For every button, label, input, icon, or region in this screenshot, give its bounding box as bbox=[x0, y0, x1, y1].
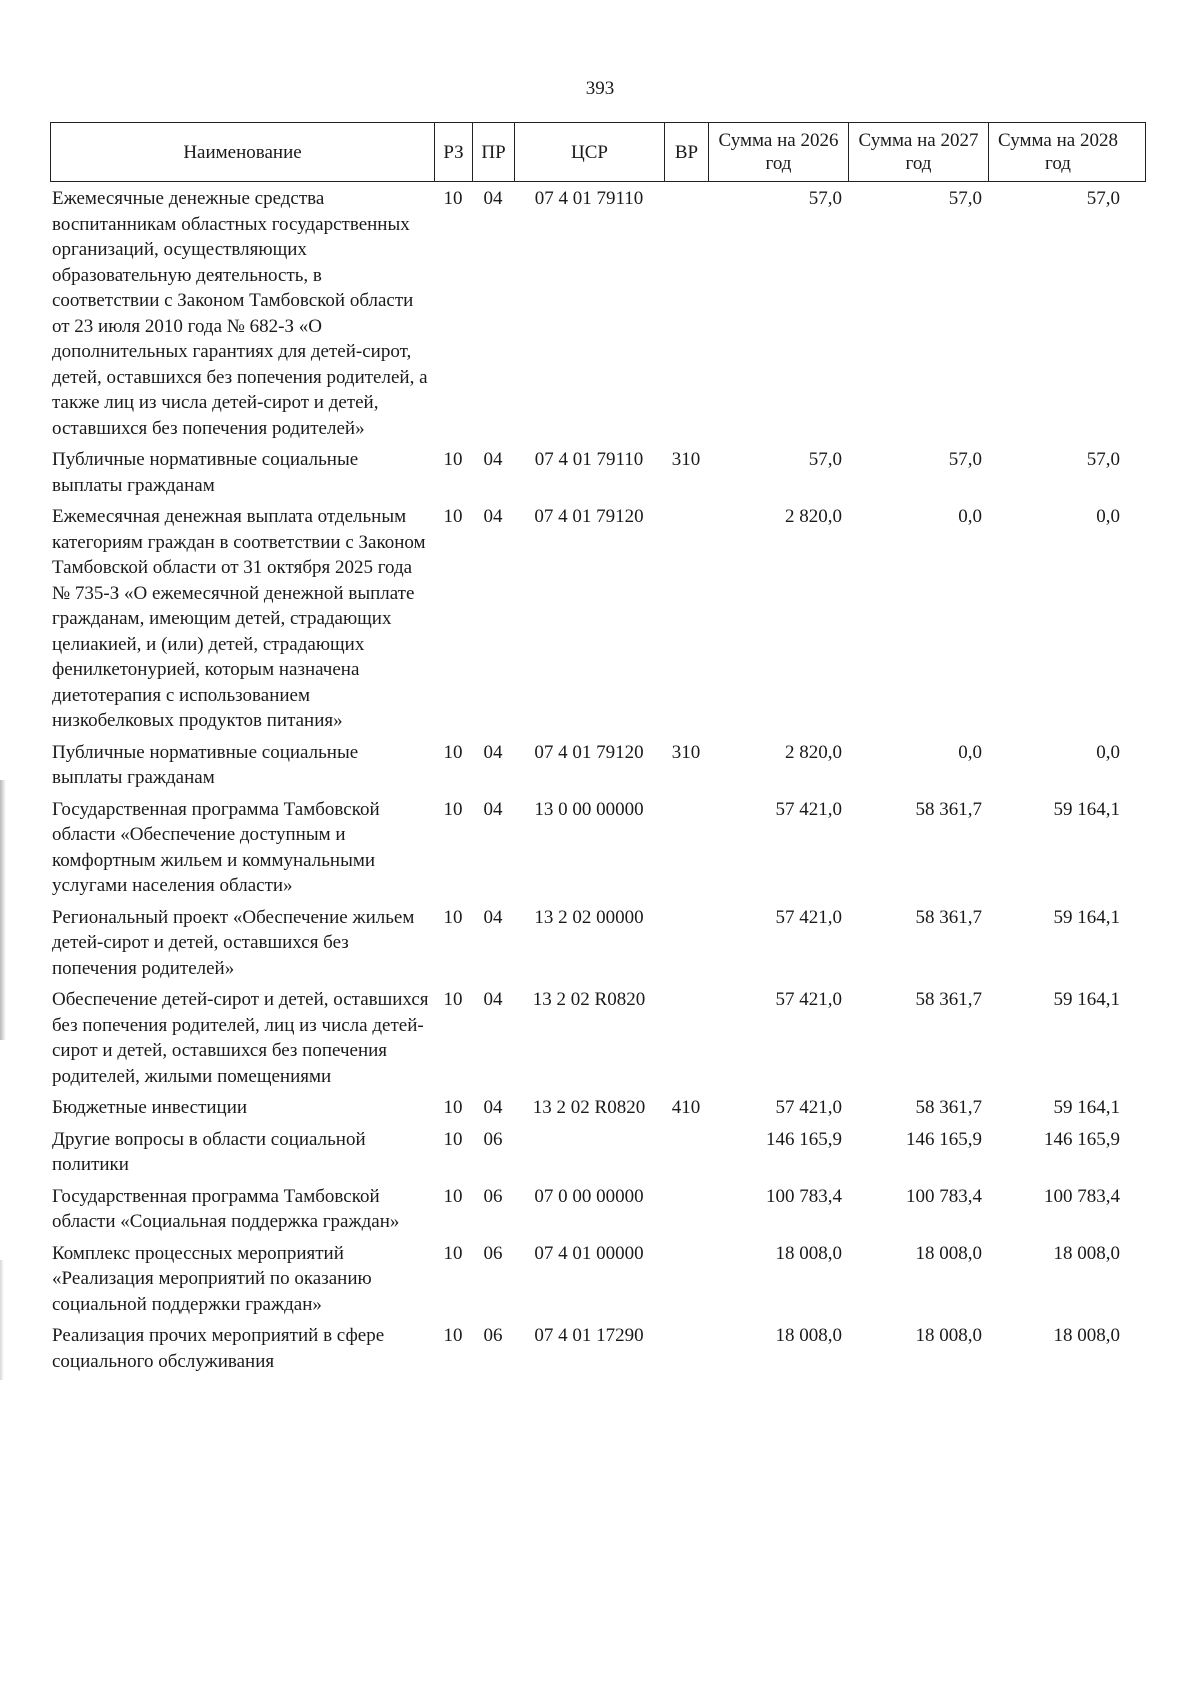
cell-csr: 07 4 01 79120 bbox=[534, 741, 644, 763]
cell-sum-2028: 100 783,4 bbox=[1044, 1185, 1120, 1207]
page-number: 393 bbox=[585, 78, 615, 99]
cell-rz: 10 bbox=[443, 1325, 463, 1346]
cell-sum-2028: 57,0 bbox=[1086, 188, 1120, 209]
cell-csr: 13 2 02 R0820 bbox=[532, 1097, 646, 1118]
budget-table bbox=[50, 122, 1146, 1374]
cell-rz: 10 bbox=[443, 1097, 463, 1118]
cell-name: Ежемесячные денежные средства воспитанникам областных государственных организаций, осуществляющих образовательную деятельность, в соответствии с Законом Тамбовской области от 23 июля 2010 года № 682-З «О дополнительных гарантиях для детей-сирот, детей, оставшихся без попечения родителей, а также лиц из числа детей-сирот и детей, оставшихся без попечения родителей» bbox=[52, 188, 428, 439]
cell-sum-2028: 146 165,9 bbox=[1044, 1128, 1120, 1150]
cell-sum-2026: 57 421,0 bbox=[775, 798, 842, 820]
cell-rz: 10 bbox=[443, 1185, 463, 1207]
header-name: Наименование bbox=[51, 123, 435, 181]
cell-pr: 04 bbox=[483, 449, 503, 470]
table-row bbox=[50, 740, 1146, 791]
cell-sum-2027: 58 361,7 bbox=[915, 906, 982, 928]
cell-sum-2026: 57,0 bbox=[808, 449, 842, 470]
cell-vr: 310 bbox=[671, 741, 701, 763]
cell-pr: 06 bbox=[483, 1242, 503, 1264]
cell-vr bbox=[664, 504, 708, 734]
cell-csr: 07 4 01 17290 bbox=[534, 1325, 644, 1346]
cell-vr bbox=[664, 797, 708, 899]
cell-sum-2027: 57,0 bbox=[948, 449, 982, 470]
cell-sum-2028: 59 164,1 bbox=[1053, 1097, 1120, 1118]
cell-csr bbox=[514, 1127, 664, 1178]
cell-sum-2026: 57,0 bbox=[808, 188, 842, 209]
cell-rz: 10 bbox=[443, 1242, 463, 1264]
table-row bbox=[50, 797, 1146, 899]
cell-pr: 04 bbox=[483, 798, 503, 820]
cell-name: Ежемесячная денежная выплата отдельным категориям граждан в соответствии с Законом Тамбовской области от 31 октября 2025 года № 735-З «О ежемесячной денежной выплате гражданам, имеющим детей, страдающих целиакией, и (или) детей, страдающих фенилкетонурией, которым назначена диетотерапия с использованием низкобелковых продуктов питания» bbox=[52, 506, 426, 731]
cell-sum-2026: 18 008,0 bbox=[775, 1242, 842, 1264]
table-row bbox=[50, 504, 1146, 734]
header-sum-2027: Сумма на 2027 год bbox=[849, 123, 989, 181]
scan-edge-shadow bbox=[0, 1260, 4, 1380]
header-sum-2026: Сумма на 2026 год bbox=[709, 123, 849, 181]
cell-csr: 07 4 01 79120 bbox=[534, 506, 644, 527]
cell-rz: 10 bbox=[443, 188, 463, 209]
cell-pr: 06 bbox=[483, 1128, 503, 1150]
cell-sum-2028: 0,0 bbox=[1096, 741, 1120, 763]
cell-csr: 13 2 02 00000 bbox=[534, 906, 644, 928]
cell-sum-2026: 100 783,4 bbox=[766, 1185, 842, 1207]
cell-sum-2027: 100 783,4 bbox=[906, 1185, 982, 1207]
cell-sum-2028: 59 164,1 bbox=[1053, 906, 1120, 928]
cell-sum-2027: 58 361,7 bbox=[915, 798, 982, 820]
cell-sum-2027: 146 165,9 bbox=[906, 1128, 982, 1150]
cell-sum-2026: 2 820,0 bbox=[785, 741, 842, 763]
cell-sum-2027: 0,0 bbox=[958, 741, 982, 763]
cell-csr: 07 4 01 79110 bbox=[534, 449, 644, 470]
cell-rz: 10 bbox=[443, 989, 463, 1010]
cell-vr bbox=[664, 1241, 708, 1318]
table-row bbox=[50, 987, 1146, 1089]
cell-pr: 06 bbox=[483, 1325, 503, 1346]
cell-sum-2026: 57 421,0 bbox=[775, 989, 842, 1010]
header-pr: ПР bbox=[473, 123, 515, 181]
cell-sum-2027: 18 008,0 bbox=[915, 1325, 982, 1346]
cell-name: Бюджетные инвестиции bbox=[52, 1097, 248, 1118]
cell-vr bbox=[664, 1323, 708, 1374]
cell-pr: 04 bbox=[483, 188, 503, 209]
cell-csr: 13 2 02 R0820 bbox=[532, 989, 646, 1010]
cell-rz: 10 bbox=[443, 741, 463, 763]
scan-edge-shadow bbox=[0, 780, 6, 1040]
cell-vr bbox=[664, 987, 708, 1089]
table-row bbox=[50, 447, 1146, 498]
cell-sum-2027: 0,0 bbox=[958, 506, 982, 527]
cell-sum-2027: 58 361,7 bbox=[915, 1097, 982, 1118]
cell-vr: 310 bbox=[671, 449, 701, 470]
cell-sum-2027: 58 361,7 bbox=[915, 989, 982, 1010]
table-header bbox=[50, 122, 1146, 182]
cell-sum-2028: 0,0 bbox=[1096, 506, 1120, 527]
cell-sum-2028: 57,0 bbox=[1086, 449, 1120, 470]
table-row bbox=[50, 1323, 1146, 1374]
cell-vr bbox=[664, 1127, 708, 1178]
cell-sum-2027: 57,0 bbox=[948, 188, 982, 209]
cell-vr bbox=[664, 1184, 708, 1235]
cell-sum-2026: 57 421,0 bbox=[775, 906, 842, 928]
cell-sum-2028: 18 008,0 bbox=[1053, 1242, 1120, 1264]
table-row bbox=[50, 1095, 1146, 1121]
header-sum-2028: Сумма на 2028 год bbox=[998, 130, 1118, 174]
cell-rz: 10 bbox=[443, 449, 463, 470]
table-row bbox=[50, 1127, 1146, 1178]
header-csr: ЦСР bbox=[515, 123, 665, 181]
cell-csr: 07 0 00 00000 bbox=[534, 1185, 644, 1207]
cell-sum-2026: 18 008,0 bbox=[775, 1325, 842, 1346]
cell-csr: 07 4 01 79110 bbox=[534, 188, 644, 209]
cell-csr: 13 0 00 00000 bbox=[534, 798, 644, 820]
cell-pr: 04 bbox=[483, 741, 503, 763]
cell-name: Другие вопросы в области социальной политики bbox=[52, 1128, 366, 1175]
cell-sum-2026: 146 165,9 bbox=[766, 1128, 842, 1150]
cell-sum-2026: 2 820,0 bbox=[785, 506, 842, 527]
header-rz: РЗ bbox=[435, 123, 473, 181]
cell-csr: 07 4 01 00000 bbox=[534, 1242, 644, 1264]
cell-sum-2028: 18 008,0 bbox=[1053, 1325, 1120, 1346]
cell-rz: 10 bbox=[443, 906, 463, 928]
cell-name: Государственная программа Тамбовской области «Социальная поддержка граждан» bbox=[52, 1185, 400, 1232]
cell-name: Обеспечение детей-сирот и детей, оставшихся без попечения родителей, лиц из числа детей-сирот и детей, оставшихся без попечения родителей, жилыми помещениями bbox=[52, 989, 429, 1087]
cell-pr: 06 bbox=[483, 1185, 503, 1207]
cell-pr: 04 bbox=[483, 989, 503, 1010]
cell-sum-2026: 57 421,0 bbox=[775, 1097, 842, 1118]
cell-sum-2028: 59 164,1 bbox=[1053, 989, 1120, 1010]
table-row bbox=[50, 905, 1146, 982]
table-row bbox=[50, 1184, 1146, 1235]
cell-vr: 410 bbox=[671, 1097, 701, 1118]
cell-name: Публичные нормативные социальные выплаты гражданам bbox=[52, 449, 359, 496]
cell-pr: 04 bbox=[483, 506, 503, 527]
header-vr: ВР bbox=[665, 123, 709, 181]
cell-name: Реализация прочих мероприятий в сфере социального обслуживания bbox=[52, 1325, 385, 1372]
cell-name: Региональный проект «Обеспечение жильем детей-сирот и детей, оставшихся без попечения родителей» bbox=[52, 906, 415, 979]
cell-rz: 10 bbox=[443, 1128, 463, 1150]
cell-rz: 10 bbox=[443, 798, 463, 820]
table-row bbox=[50, 1241, 1146, 1318]
cell-vr bbox=[664, 186, 708, 441]
table-body bbox=[50, 186, 1146, 1374]
cell-pr: 04 bbox=[483, 1097, 503, 1118]
cell-vr bbox=[664, 905, 708, 982]
cell-pr: 04 bbox=[483, 906, 503, 928]
cell-sum-2028: 59 164,1 bbox=[1053, 798, 1120, 820]
table-row bbox=[50, 186, 1146, 441]
cell-rz: 10 bbox=[443, 506, 463, 527]
cell-name: Комплекс процессных мероприятий «Реализация мероприятий по оказанию социальной поддержки граждан» bbox=[52, 1242, 372, 1315]
cell-name: Публичные нормативные социальные выплаты гражданам bbox=[52, 741, 359, 788]
cell-name: Государственная программа Тамбовской области «Обеспечение доступным и комфортным жильем и коммунальными услугами населения области» bbox=[52, 798, 380, 896]
cell-sum-2027: 18 008,0 bbox=[915, 1242, 982, 1264]
